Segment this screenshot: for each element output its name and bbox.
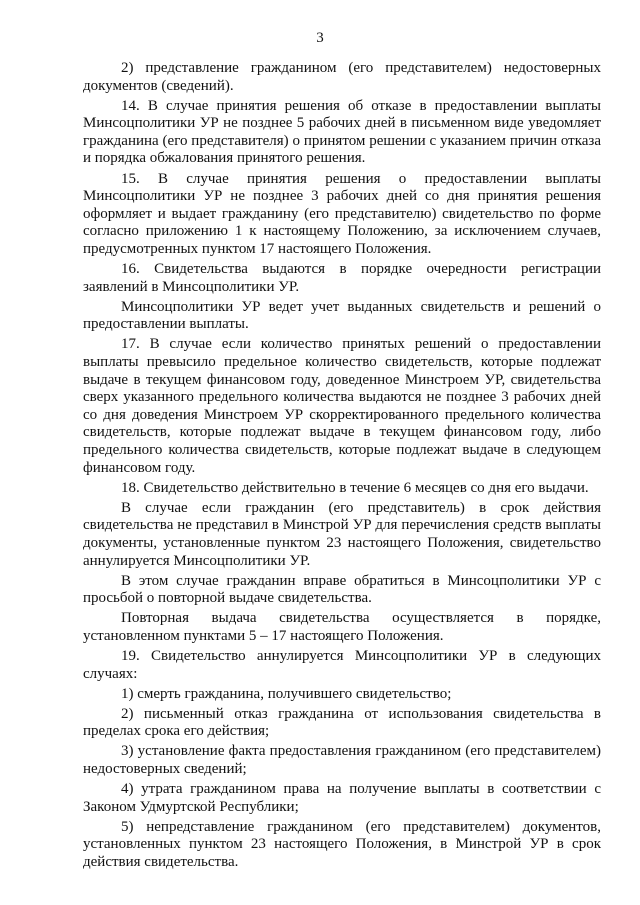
paragraph: 14. В случае принятия решения об отказе в предоставлении выплаты Минсоцполитики УР не позднее 5 рабочих дней в письменном виде уведомляет гражданина (его представителя) о принятом решении с указанием причин отказа и порядка обжалования принятого решения. <box>83 97 601 167</box>
paragraph: 2) представление гражданином (его представителем) недостоверных документов (сведений). <box>83 60 601 94</box>
paragraph: Повторная выдача свидетельства осуществляется в порядке, установленном пунктами 5 – 17 настоящего Положения. <box>83 610 601 644</box>
paragraph: В этом случае гражданин вправе обратиться в Минсоцполитики УР с просьбой о повторной выдаче свидетельства. <box>83 572 601 607</box>
paragraph: 17. В случае если количество принятых решений о предоставлении выплаты превысило предельное количество свидетельств, которые подлежат выдаче в текущем финансовом году, доведенное Минстроем УР, свидетельства сверх указанного предельного количества выдаются не позднее 3 рабочих дней со дня доведения Минстроем УР скорректированного предельного количества свидетельств, которые подлежат выдаче в текущем финансовом году, либо предельного количества свидетельств, которые подлежат выдаче в следующем финансовом году. <box>83 336 601 476</box>
paragraph: 16. Свидетельства выдаются в порядке очередности регистрации заявлений в Минсоцполитики УР. <box>83 261 601 295</box>
list-item: 1) смерть гражданина, получившего свидетельство; <box>121 685 452 702</box>
list-item: 3) установление факта предоставления гражданином (его представителем) недостоверных сведений; <box>83 743 601 778</box>
document-body <box>83 60 601 874</box>
paragraph: 18. Свидетельство действительно в течение 6 месяцев со дня его выдачи. <box>121 479 589 496</box>
page-number: 3 <box>316 30 324 46</box>
paragraph: В случае если гражданин (его представитель) в срок действия свидетельства не представил в Минстрой УР для перечисления средств выплаты документы, установленные пунктом 23 настоящего Положения, свидетельство аннулируется Минсоцполитики УР. <box>83 499 601 569</box>
paragraph: 19. Свидетельство аннулируется Минсоцполитики УР в следующих случаях: <box>83 648 601 682</box>
list-item: 2) письменный отказ гражданина от использования свидетельства в пределах срока его действия; <box>83 705 601 740</box>
paragraph: 15. В случае принятия решения о предоставлении выплаты Минсоцполитики УР не позднее 3 рабочих дней со дня принятия решения оформляет и выдает гражданину (его представителю) свидетельство по форме согласно приложению 1 к настоящему Положению, за исключением случаев, предусмотренных пунктом 17 настоящего Положения. <box>83 170 601 257</box>
list-item: 5) непредставление гражданином (его представителем) документов, установленных пунктом 23 настоящего Положения, в Минстрой УР в срок действия свидетельства. <box>83 818 601 871</box>
list-item: 4) утрата гражданином права на получение выплаты в соответствии с Законом Удмуртской Республики; <box>83 781 601 815</box>
paragraph: Минсоцполитики УР ведет учет выданных свидетельств и решений о предоставлении выплаты. <box>83 298 601 333</box>
